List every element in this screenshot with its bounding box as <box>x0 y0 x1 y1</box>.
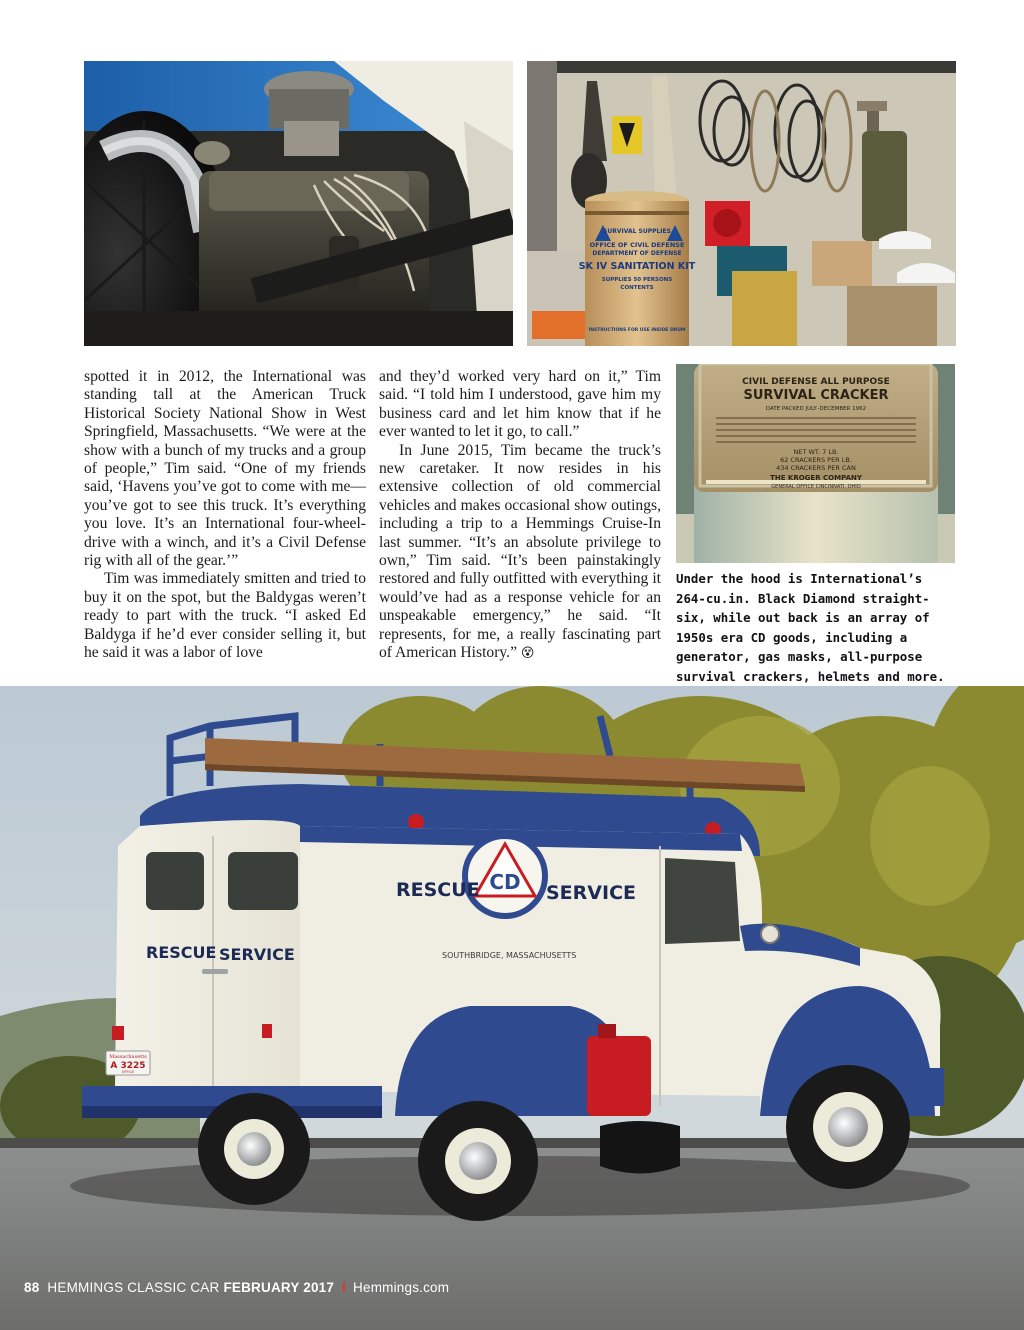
folio-separator: I <box>342 1280 347 1295</box>
drum-label-line-2: OFFICE OF CIVIL DEFENSE <box>589 241 685 249</box>
plate-sub: OFFICE <box>121 1070 135 1074</box>
engine-photo <box>84 61 513 346</box>
paragraph: Tim was immediately smitten and tried to buy it on the spot, but the Baldygas weren’t ready to part with the truck. “I asked Ed Baldyga if he’d ever consider selling it, but he said it was a labor of love <box>84 570 366 662</box>
paragraph: spotted it in 2012, the International was standing tall at the American Truck Historical Society National Show in West Springfield, Massachusetts. “We were at the show with a bunch of my trucks and a group of people,” Tim said. “One of my friends said, ‘Havens you’ve got to come with me—you’ve got to see this truck. It’s everything you love. It’s an International four-wheel-drive with a winch, and it’s a Civil Defense rig with all of the gear.’” <box>84 368 366 570</box>
paragraph <box>379 442 661 664</box>
tin-label-line-1: CIVIL DEFENSE ALL PURPOSE <box>742 377 890 387</box>
end-mark-icon: 😵 <box>520 646 535 662</box>
tin-label-line-7: THE KROGER COMPANY <box>770 474 862 482</box>
drum-label-line-6: CONTENTS <box>620 285 654 291</box>
door-text-service: SERVICE <box>219 945 295 964</box>
truck-photo <box>0 686 1024 1330</box>
page-number: 88 <box>24 1280 40 1295</box>
page-folio <box>24 1280 449 1295</box>
paragraph-text: In June 2015, Tim became the truck’s new caretaker. It now resides in his extensive collection of old commercial vehicles and makes occasional show outings, including a trip to a Hemmings Cruise-In last summer. “It’s an absolute privilege to own,” Tim said. “It’s been painstakingly restored and fully outfitted with everything it would’ve had as a response vehicle for an unspeakable emergency,” he said. “It represents, for me, a really fascinating part of American History.” <box>379 441 661 662</box>
publication-name: HEMMINGS CLASSIC CAR <box>47 1280 220 1295</box>
tin-label-line-6: 434 CRACKERS PER CAN <box>776 464 856 472</box>
photo-caption: Under the hood is International’s 264-cu.in. Black Diamond straight-six, while out back is an array of 1950s era CD goods, including a generator, gas masks, all-purpose survival crackers, helmets and more. <box>676 571 945 684</box>
tin-label-line-4: NET WT. 7 LB. <box>793 448 839 456</box>
tin-label-line-2: SURVIVAL CRACKER <box>743 388 889 403</box>
plate-state: Massachusetts <box>109 1054 147 1060</box>
article-column-2 <box>379 368 661 664</box>
side-text-rescue: RESCUE <box>396 879 480 901</box>
drum-label-line-3: DEPARTMENT OF DEFENSE <box>592 250 682 257</box>
tin-label-line-5: 62 CRACKERS PER LB. <box>780 456 852 464</box>
tin-label-line-3: DATE PACKED JULY–DECEMBER 1962 <box>765 406 867 412</box>
town-lettering: SOUTHBRIDGE, MASSACHUSETTS <box>442 951 577 960</box>
issue-date: FEBRUARY 2017 <box>223 1280 335 1295</box>
website-link[interactable]: Hemmings.com <box>353 1280 450 1295</box>
cd-emblem-letters: CD <box>489 870 521 894</box>
door-text-rescue: RESCUE <box>146 943 217 962</box>
storage-compartment-photo <box>527 61 956 346</box>
paragraph: and they’d worked very hard on it,” Tim said. “I told him I understood, gave him my business card and let him know that if he ever wanted to let it go, to call.” <box>379 368 661 441</box>
survival-crackers-photo <box>676 364 955 563</box>
drum-label-line-4: SK IV SANITATION KIT <box>578 261 696 272</box>
tin-label-line-8: GENERAL OFFICE CINCINNATI, OHIO <box>771 484 861 490</box>
drum-label-line-1: SURVIVAL SUPPLIES <box>603 228 671 235</box>
side-text-service: SERVICE <box>546 882 636 904</box>
article-column-1 <box>84 368 366 663</box>
drum-label-line-5: SUPPLIES 50 PERSONS <box>601 277 673 283</box>
plate-number: A 3225 <box>110 1061 146 1071</box>
drum-label-line-7: INSTRUCTIONS FOR USE INSIDE DRUM <box>588 328 686 333</box>
